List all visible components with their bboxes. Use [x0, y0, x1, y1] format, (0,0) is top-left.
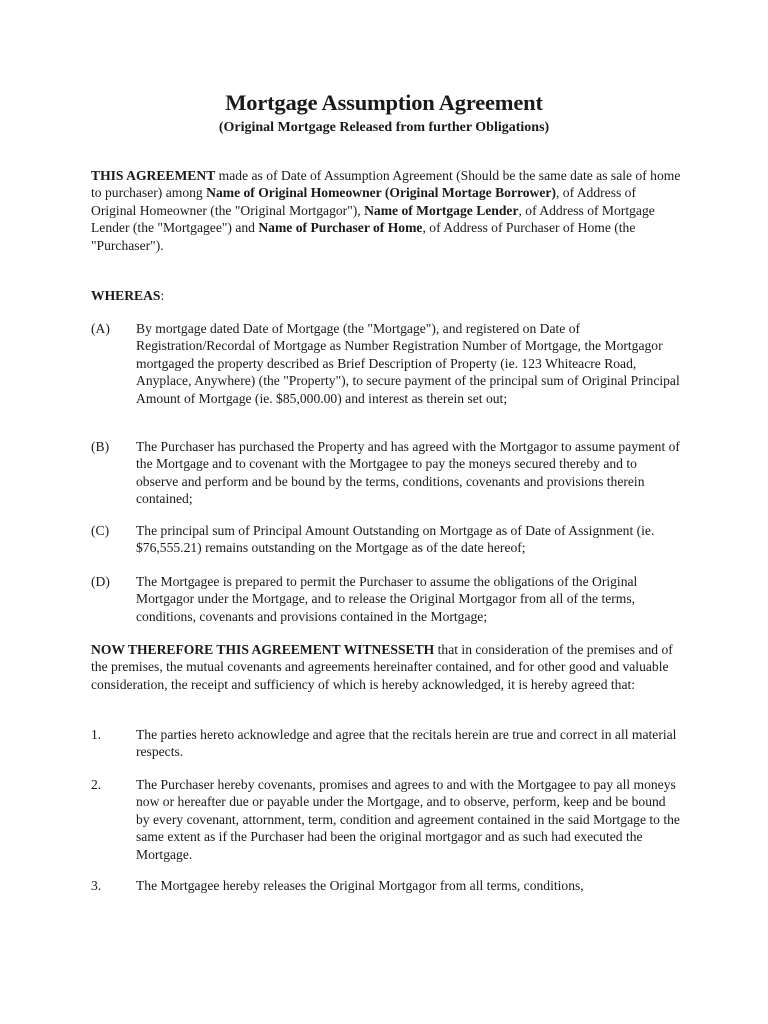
- document-subtitle: (Original Mortgage Released from further Obligations): [218, 120, 550, 135]
- intro-text-1: made as of Date of Assumption Agreement (Should be the same date as sale of home to purchaser) among: [91, 168, 681, 201]
- clause-text: The parties hereto acknowledge and agree that the recitals herein are true and correct in all material respects.: [136, 727, 677, 760]
- clause-text: The Purchaser hereby covenants, promises and agrees to and with the Mortgagee to pay all moneys now or hereafter due or payable under the Mortgage, and to observe, perform, keep and be bound by every covenant, attornment, term, condition and agreement contained in the said Mortgage to the same extent as if the Purchaser had been the original mortgagor and as such had executed the Mortgage.: [136, 777, 680, 862]
- recital-text: The Mortgagee is prepared to permit the Purchaser to assume the obligations of the Original Mortgagor under the Mortgage, and to release the Original Mortgagor from all of the terms, conditions, covenants and provisions contained in the Mortgage;: [136, 574, 638, 624]
- lender-name: Name of Mortgage Lender: [364, 202, 519, 218]
- recital-label: (D): [91, 574, 110, 589]
- recital-text: The Purchaser has purchased the Property and has agreed with the Mortgagor to assume payment of the Mortgage and to covenant with the Mortgagee to pay the moneys secured thereby and to observe and perform and be bound by the terms, conditions, covenants and provisions therein contained;: [136, 439, 680, 507]
- whereas-label: WHEREAS: [91, 288, 161, 303]
- purchaser-name: Name of Purchaser of Home: [258, 220, 423, 236]
- intro-paragraph: [91, 167, 681, 254]
- recital-text: The principal sum of Principal Amount Outstanding on Mortgage as of Date of Assignment (ie. $76,555.21) remains outstanding on the Mortgage as of the date hereof;: [136, 523, 655, 556]
- recital-label: (B): [91, 439, 110, 454]
- witnesseth-paragraph: [91, 641, 681, 693]
- document-title: Mortgage Assumption Agreement: [225, 90, 543, 115]
- intro-text-3: , of Address of Mortgage Lender (the "Mortgagee") and: [91, 202, 655, 236]
- clause-label: 1.: [91, 727, 102, 742]
- homeowner-name: Name of Original Homeowner (Original Mortage Borrower): [206, 185, 556, 201]
- intro-text-4: , of Address of Purchaser of Home (the "Purchaser").: [91, 220, 636, 253]
- clause-label: 3.: [91, 878, 102, 893]
- clause-text: The Mortgagee hereby releases the Original Mortgagor from all terms, conditions,: [136, 878, 584, 893]
- intro-lead: THIS AGREEMENT: [91, 168, 216, 183]
- recital-label: (A): [91, 321, 110, 336]
- recital-label: (C): [91, 523, 110, 538]
- witnesseth-lead: NOW THEREFORE THIS AGREEMENT WITNESSETH: [91, 642, 435, 657]
- whereas-colon: :: [160, 288, 165, 303]
- recital-text: By mortgage dated Date of Mortgage (the "Mortgage"), and registered on Date of Registration/Recordal of Mortgage as Number Registration Number of Mortgage, the Mortgagor mortgaged the property described as Brief Description of Property (ie. 123 Whiteacre Road, Anyplace, Anywhere) (the "Property"), to secure payment of the principal sum of Original Principal Amount of Mortgage (ie. $85,000.00) and interest as therein set out;: [136, 321, 680, 406]
- clause-label: 2.: [91, 777, 102, 792]
- whereas-heading: [91, 287, 681, 304]
- witnesseth-text: that in consideration of the premises and of the premises, the mutual covenants and agreements hereinafter contained, and for other good and valuable consideration, the receipt and sufficiency of which is hereby acknowledged, it is hereby agreed that:: [91, 642, 673, 692]
- intro-text-2: , of Address of Original Homeowner (the "Original Mortgagor"),: [91, 185, 637, 218]
